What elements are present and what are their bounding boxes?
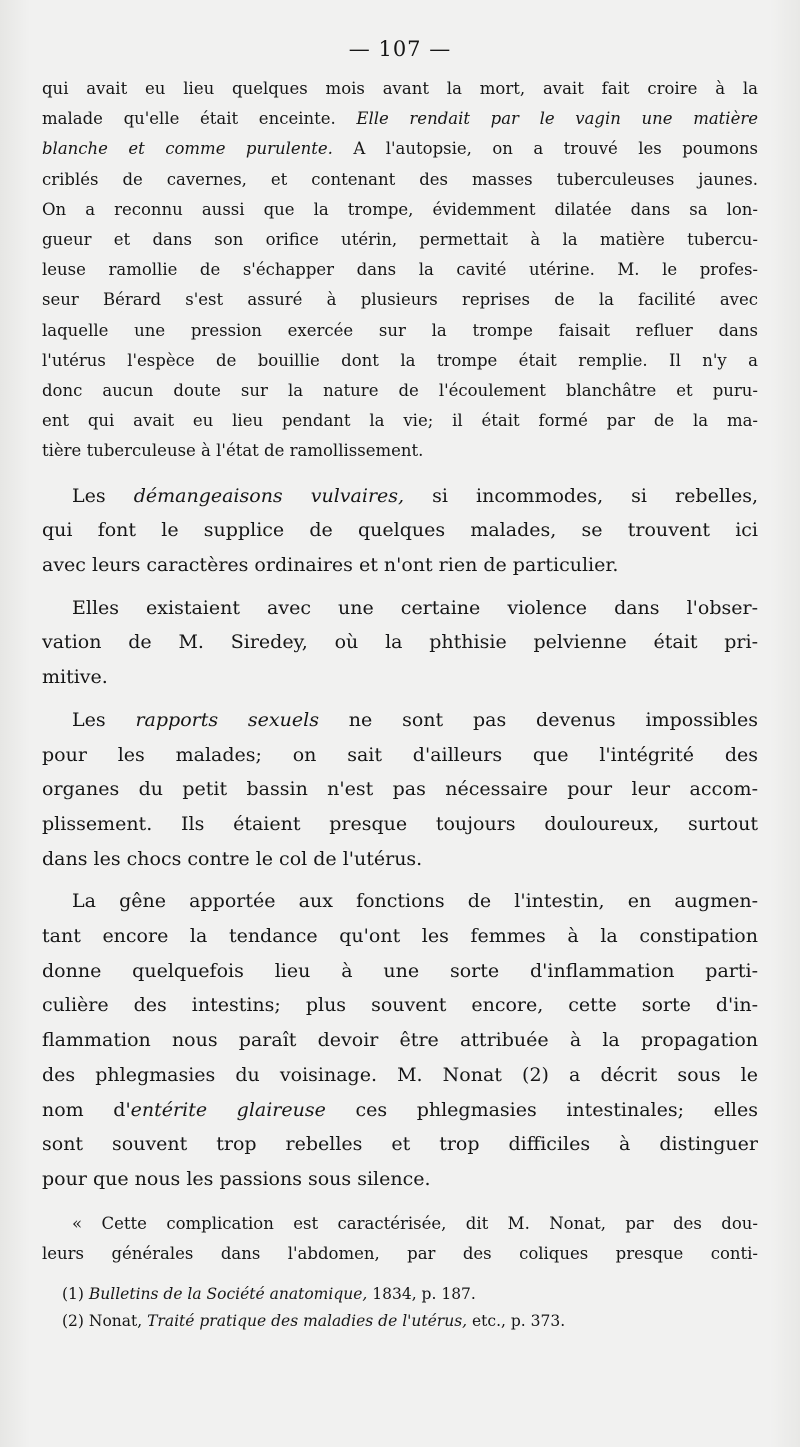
text-line: tant encore la tendance qu'ont les femmes à la constipation <box>42 925 758 948</box>
text-line: leuse ramollie de s'échapper dans la cavité utérine. M. le profes- <box>42 260 758 280</box>
text-line: donne quelquefois lieu à une sorte d'inflammation parti- <box>42 959 758 982</box>
text-line: dans les chocs contre le col de l'utérus. <box>42 847 423 870</box>
text-line: des phlegmasies du voisinage. M. Nonat (2) a décrit sous le <box>42 1063 758 1086</box>
italic-phrase: blanche et comme purulente. <box>42 139 333 159</box>
text-line: On a reconnu aussi que la trompe, évidemment dilatée dans sa lon- <box>42 199 758 219</box>
text-line: Elles existaient avec une certaine violence dans l'obser- <box>72 596 758 619</box>
paragraph-autopsy <box>42 74 758 467</box>
paragraph-quote <box>42 1209 758 1269</box>
text-line: vation de M. Siredey, où la phthisie pelvienne était pri- <box>42 631 758 654</box>
text-line: plissement. Ils étaient presque toujours douloureux, surtout <box>42 812 758 835</box>
text-line: donc aucun doute sur la nature de l'écoulement blanchâtre et puru- <box>42 381 758 401</box>
text-line: criblés de cavernes, et contenant des masses tuberculeuses jaunes. <box>42 169 758 189</box>
paragraph-intestin <box>42 884 758 1196</box>
text-line: gueur et dans son orifice utérin, permettait à la matière tubercu- <box>42 230 758 250</box>
text-line: leurs générales dans l'abdomen, par des coliques presque conti- <box>42 1243 758 1263</box>
text-line: sont souvent trop rebelles et trop difficiles à distinguer <box>42 1133 758 1156</box>
text-line: La gêne apportée aux fonctions de l'intestin, en augmen- <box>72 890 758 913</box>
text-line: malade qu'elle était enceinte. Elle rendait par le vagin une matière <box>42 109 759 129</box>
italic-phrase: démangeaisons vulvaires, <box>133 484 405 507</box>
text-line: flammation nous paraît devoir être attribuée à la propagation <box>42 1029 758 1052</box>
paragraph-rapports <box>42 703 758 877</box>
text-line: qui avait eu lieu quelques mois avant la mort, avait fait croire à la <box>42 79 758 98</box>
text-line: nom d'entérite glaireuse ces phlegmasies intestinales; elles <box>42 1098 759 1121</box>
text-line: culière des intestins; plus souvent encore, cette sorte d'in- <box>42 994 758 1017</box>
italic-phrase: Elle rendait par le vagin une matière <box>356 109 759 129</box>
text-line: blanche et comme purulente. A l'autopsie, on a trouvé les poumons <box>42 139 758 159</box>
text-line: tière tuberculeuse à l'état de ramollissement. <box>42 441 424 461</box>
italic-phrase: entérite glaireuse <box>130 1098 326 1121</box>
text-line: « Cette complication est caractérisée, dit M. Nonat, par des dou- <box>72 1213 758 1233</box>
text-line: laquelle une pression exercée sur la trompe faisait refluer dans <box>42 320 758 340</box>
text-line: mitive. <box>42 666 108 689</box>
text-line: Les rapports sexuels ne sont pas devenus impossibles <box>72 708 759 731</box>
footnote-2: (2) Nonat, Traité pratique des maladies de l'utérus, etc., p. 373. <box>62 1312 566 1331</box>
paragraph-demangeaisons <box>42 479 758 583</box>
page-number: — 107 — <box>348 37 452 61</box>
footnotes <box>42 1281 758 1335</box>
page-body <box>42 74 758 1335</box>
text-line: qui font le supplice de quelques malades, se trouvent ici <box>42 519 758 542</box>
footnote-1: (1) Bulletins de la Société anatomique, 1834, p. 187. <box>62 1285 476 1304</box>
text-line: Les démangeaisons vulvaires, si incommodes, si rebelles, <box>72 484 759 507</box>
text-line: organes du petit bassin n'est pas nécessaire pour leur accom- <box>42 778 758 801</box>
text-line: l'utérus l'espèce de bouillie dont la trompe était remplie. Il n'y a <box>42 350 758 370</box>
text-line: pour que nous les passions sous silence. <box>42 1168 431 1190</box>
text-line: ent qui avait eu lieu pendant la vie; il était formé par de la ma- <box>42 411 758 431</box>
paragraph-siredey <box>42 591 758 695</box>
text-line: seur Bérard s'est assuré à plusieurs reprises de la facilité avec <box>42 290 758 310</box>
italic-phrase: rapports sexuels <box>135 708 319 731</box>
text-line: avec leurs caractères ordinaires et n'ont rien de particulier. <box>42 554 619 577</box>
text-line: pour les malades; on sait d'ailleurs que l'intégrité des <box>42 743 758 766</box>
